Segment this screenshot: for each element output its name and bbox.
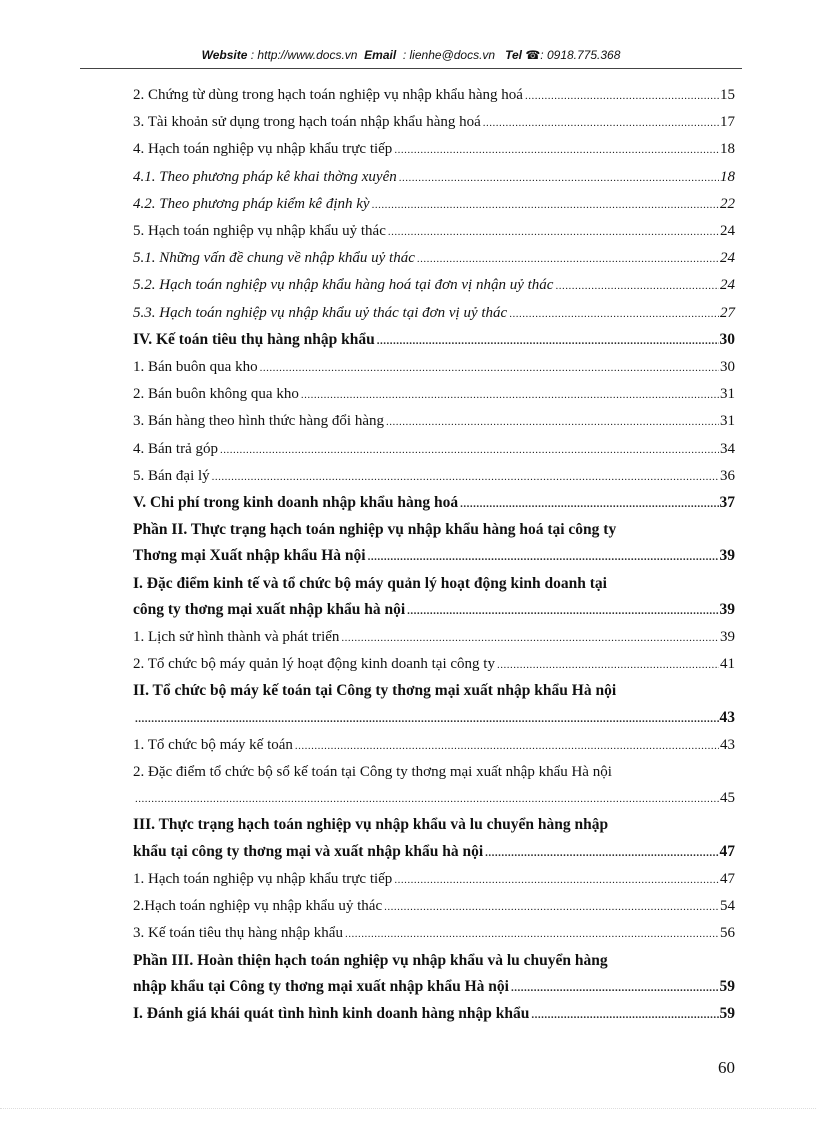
toc-entry: 5.1. Những vấn đề chung về nhập khẩu uỷ thác ..... 24 bbox=[133, 245, 735, 272]
toc-entry: 5. Hạch toán nghiệp vụ nhập khẩu uỷ thác ..... 24 bbox=[133, 218, 735, 245]
toc-entry: 4.1. Theo phương pháp kê khai thờng xuyên ..... 18 bbox=[133, 164, 735, 191]
phone-icon: ☎ bbox=[525, 48, 541, 62]
toc-entry: 5.2. Hạch toán nghiệp vụ nhập khẩu hàng hoá tại đơn vị nhận uỷ thác ..... 24 bbox=[133, 272, 735, 299]
toc-entry: Phần II. Thực trạng hạch toán nghiệp vụ nhập khẩu hàng hoá tại công ty Thơng mại Xuất nhập khẩu Hà nội ..... 39 bbox=[133, 517, 735, 570]
toc-entry: 3. Kế toán tiêu thụ hàng nhập khẩu ..... 56 bbox=[133, 920, 735, 947]
toc-entry: 1. Tổ chức bộ máy kế toán ..... 43 bbox=[133, 732, 735, 759]
toc-entry: I. Đặc điểm kinh tế và tổ chức bộ máy quản lý hoạt động kinh doanh tại công ty thơng mại xuất nhập khẩu hà nội ..... 39 bbox=[133, 571, 735, 624]
toc-entry: 4. Hạch toán nghiệp vụ nhập khẩu trực tiếp ..... 18 bbox=[133, 136, 735, 163]
toc-entry: IV. Kế toán tiêu thụ hàng nhập khẩu ..... 30 bbox=[133, 327, 735, 354]
toc-entry: 2. Tổ chức bộ máy quản lý hoạt động kinh doanh tại công ty ..... 41 bbox=[133, 651, 735, 678]
toc-entry: 3. Bán hàng theo hình thức hàng đổi hàng ..... 31 bbox=[133, 408, 735, 435]
toc-entry: 5. Bán đại lý ..... 36 bbox=[133, 463, 735, 490]
website-label: Website bbox=[201, 48, 248, 62]
header-divider bbox=[80, 68, 742, 69]
toc-entry: Phần III. Hoàn thiện hạch toán nghiệp vụ nhập khẩu và lu chuyển hàng nhập khẩu tại Công ty thơng mại xuất nhập khẩu Hà nội ..... 59 bbox=[133, 948, 735, 1001]
toc-entry: 4.2. Theo phương pháp kiểm kê định kỳ ..... 22 bbox=[133, 191, 735, 218]
toc-entry: III. Thực trạng hạch toán nghiệp vụ nhập khẩu và lu chuyển hàng nhập khẩu tại công ty thơng mại và xuất nhập khẩu hà nội ..... 47 bbox=[133, 812, 735, 865]
toc-entry: 1. Bán buôn qua kho ..... 30 bbox=[133, 354, 735, 381]
email-value: : lienhe@docs.vn bbox=[402, 48, 496, 62]
toc-entry: 5.3. Hạch toán nghiệp vụ nhập khẩu uỷ thác tại đơn vị uỷ thác ..... 27 bbox=[133, 300, 735, 327]
toc-entry: 2.Hạch toán nghiệp vụ nhập khẩu uỷ thác ..... 54 bbox=[133, 893, 735, 920]
toc-entry: 2. Đặc điểm tổ chức bộ sổ kế toán tại Công ty thơng mại xuất nhập khẩu Hà nội ..... 45 bbox=[133, 759, 735, 812]
toc-entry: 2. Chứng từ dùng trong hạch toán nghiệp vụ nhập khẩu hàng hoá ..... 15 bbox=[133, 82, 735, 109]
toc-entry: V. Chi phí trong kinh doanh nhập khẩu hàng hoá ..... 37 bbox=[133, 490, 735, 517]
tel-value: : 0918.775.368 bbox=[540, 48, 621, 62]
toc-entry: 3. Tài khoản sử dụng trong hạch toán nhập khẩu hàng hoá ..... 17 bbox=[133, 109, 735, 136]
page-header bbox=[80, 48, 742, 62]
tel-label: Tel bbox=[505, 48, 522, 62]
toc-entry: 1. Hạch toán nghiệp vụ nhập khẩu trực tiếp ..... 47 bbox=[133, 866, 735, 893]
toc-entry: 2. Bán buôn không qua kho ..... 31 bbox=[133, 381, 735, 408]
website-url: : http://www.docs.vn bbox=[250, 48, 358, 62]
toc-entry: I. Đánh giá khái quát tình hình kinh doanh hàng nhập khẩu ..... 59 bbox=[133, 1001, 735, 1028]
toc-entry: II. Tổ chức bộ máy kế toán tại Công ty thơng mại xuất nhập khẩu Hà nội ..... 43 bbox=[133, 678, 735, 731]
toc-entry: 1. Lịch sử hình thành và phát triển ..... 39 bbox=[133, 624, 735, 651]
toc-entry: 4. Bán trả góp ..... 34 bbox=[133, 436, 735, 463]
table-of-contents bbox=[133, 82, 735, 1028]
footer-divider bbox=[0, 1108, 816, 1109]
page-number: 60 bbox=[718, 1058, 735, 1077]
email-label: Email bbox=[364, 48, 397, 62]
